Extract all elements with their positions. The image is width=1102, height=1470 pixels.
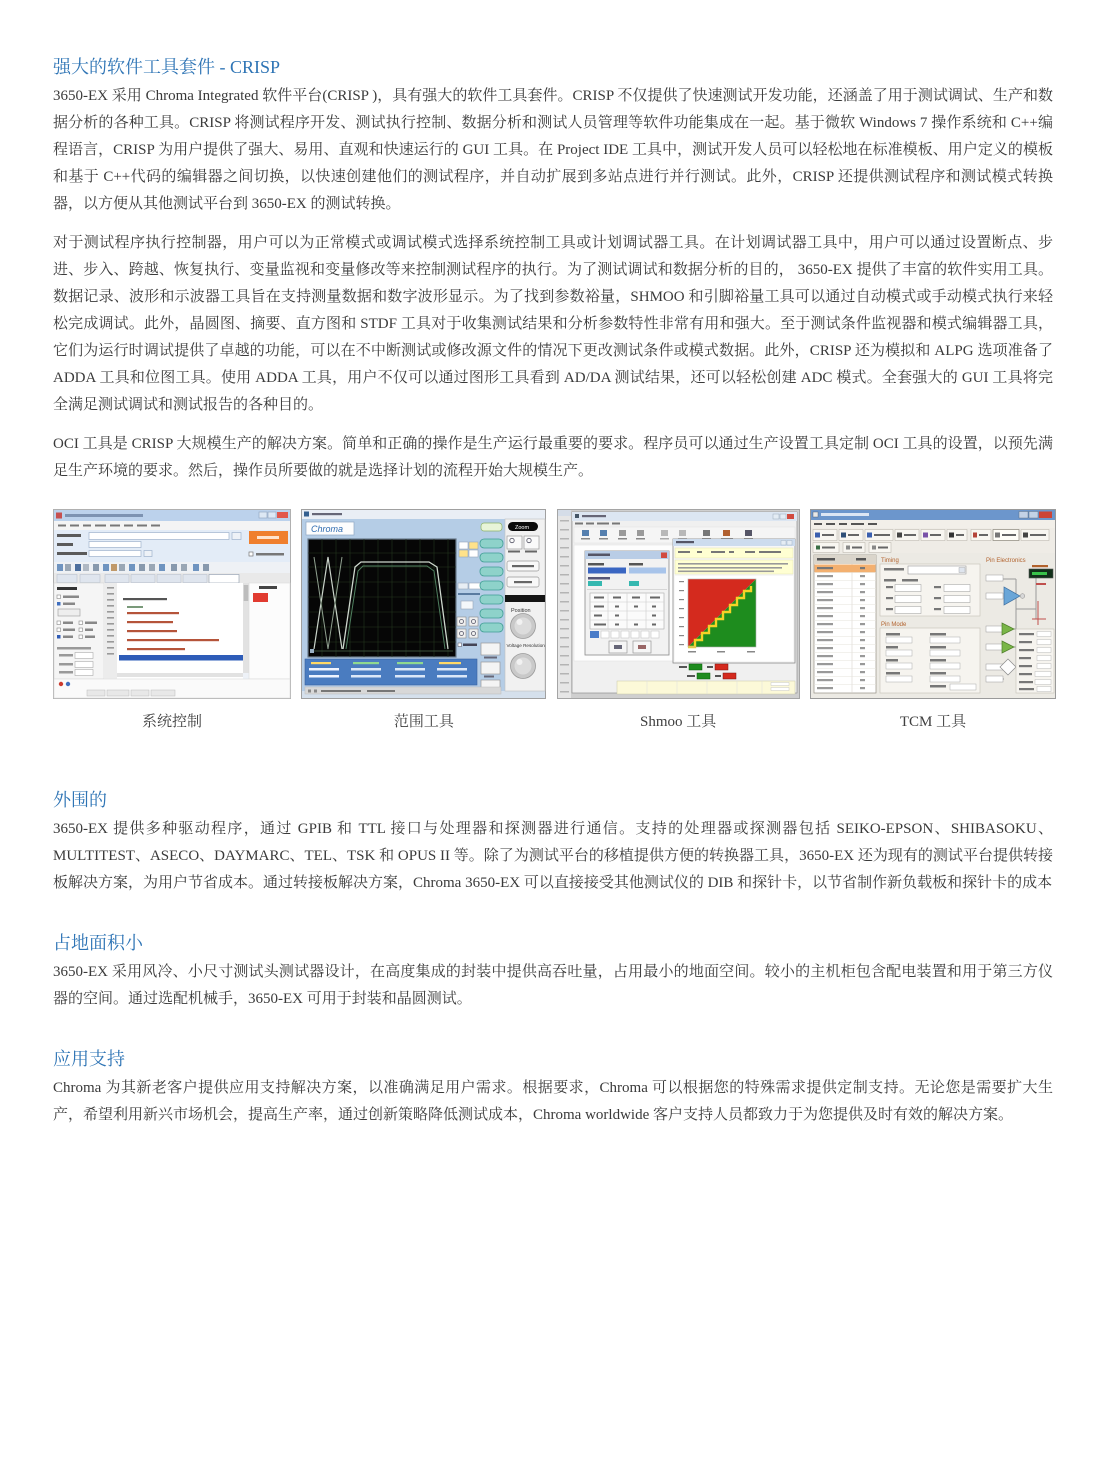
scope-app-window [301,509,546,699]
zoom-out-button [524,536,539,549]
paragraph-crisp-3: OCI 工具是 CRISP 大规模生产的解决方案。简单和正确的操作是生产运行最重要的要求。程序员可以通过生产设置工具定制 OCI 工具的设置，以预先满足生产环境的要求。然后，操作员所要做的就是选择计划的流程开始大规模生产。 [53,436,1053,479]
title-bar [302,510,545,519]
section-support [53,1047,1053,1129]
figure-tcm-tool [810,509,1056,732]
screenshot-scope-tool [301,509,546,699]
paragraph-peripheral: 3650-EX 提供多种驱动程序，通过 GPIB 和 TTL 接口与处理器和探测器进行通信。支持的处理器或探测器包括 SEIKO-EPSON、SHIBASOKU、MULTITEST、ASECO、DAYMARC、TEL、TSK 和 OPUS II 等。除了为测试平台的移植提供方便的转换器工具，3650-EX 还为现有的测试平台提供转接板解决方案，为用户节省成本。通过转接板解决方案，Chroma 3650-EX 可以直接接受其他测试仪的 DIB 和探针卡，以节省制作新负载板和探针卡的成本 [53,821,1053,891]
shmoo-app-window [557,509,800,699]
figure-scope-tool [301,509,546,732]
tab-strip [54,573,290,583]
left-list-strip [558,510,571,698]
system-control-app-window [53,509,291,699]
page-content [53,55,1053,1129]
toolbar [54,562,290,573]
status-bar [305,687,501,694]
timing-group [880,558,980,616]
close-icon [661,553,667,559]
section-footprint [53,931,1053,1013]
section-heading-peripheral: 外围的 [53,790,107,810]
measurement-fields [1016,629,1054,693]
result-panel [249,583,290,679]
scope-screen [308,539,456,657]
paragraph-crisp-1: 3650-EX 采用 Chroma Integrated 软件平台(CRISP )，具有强大的软件工具套件。CRISP 不仅提供了快速测试开发功能，还涵盖了用于测试调试、生产和数据分析的各种工具。CRISP 将测试程序开发、测试执行控制、数据分析和测试人员管理等软件功能集成在一起。基于微软 Windows 7 操作系统和 C++编程语言，CRISP 为用户提供了强大、易用、直观和快速运行的 GUI 工具。在 Project IDE 工具中，测试开发人员可以轻松地在标准模板、用户定义的模板和基于 C++代码的编辑器之间切换，以快速创建他们的测试程序，并自动扩展到多站点进行并行测试。此外，CRISP 还提供测试程序和测试模式转换器，以方便从其他测试平台到 3650-EX 的测试转换。 [53,88,1053,212]
figure-system-control [53,509,291,732]
svg-text:Chroma: Chroma [311,524,344,534]
zoom-in-button [507,536,522,549]
selected-code-line [119,655,243,661]
bottom-grid [617,681,795,694]
position-knob [511,614,536,639]
screenshot-shmoo-tool [557,509,800,699]
menu-bar [811,520,1055,528]
tcm-app-window [810,509,1056,699]
section-heading-support: 应用支持 [53,1049,125,1069]
binning-stop-checkbox [249,552,253,556]
section-heading-crisp: 强大的软件工具套件 - CRISP [53,57,281,77]
toolbar [811,528,1055,541]
svg-text:Pin Mode: Pin Mode [880,622,907,628]
pin-mode-group [880,622,980,693]
svg-text:Pin Electronics: Pin Electronics [985,558,1026,564]
measurement-bar [305,659,477,685]
pin-table [814,555,876,693]
paragraph-support: Chroma 为其新老客户提供应用支持解决方案，以准确满足用户需求。根据要求，Chroma 可以根据您的特殊需求提供定制支持。无论您是需要扩大生产，希望利用新兴市场机会，提高生产率，通过创新策略降低测试成本，Chroma worldwide 客户支持人员都致力于为您提供及时有效的解决方案。 [53,1080,1053,1123]
shmoo-window [673,539,795,663]
setting-dialog [585,551,669,655]
voltage-resolution-knob [511,654,536,679]
program-form [54,530,290,562]
svg-text:Zoom: Zoom [515,525,530,531]
svg-text:Voltage Resolution: Voltage Resolution [506,643,546,648]
section-peripheral [53,788,1053,897]
figure-shmoo-tool [557,509,800,732]
zoom-panel [505,519,545,691]
screenshot-caption: TCM 工具 [899,714,967,730]
close-icon [1039,512,1052,519]
shmoo-plot [688,579,756,647]
chroma-logo [306,522,354,535]
title-bar [811,510,1055,520]
toolbar-secondary [811,541,1055,553]
screenshot-caption: 系统控制 [141,714,202,730]
screenshot-tcm-tool [810,509,1056,699]
fail-badge [253,593,268,602]
section-heading-footprint: 占地面积小 [53,933,143,953]
code-editor [104,583,249,679]
svg-text:Timing: Timing [880,558,899,564]
active-tab [209,575,239,584]
menu-bar [54,521,290,530]
close-icon [787,514,794,519]
message-panel [54,679,290,698]
settings-panel [54,583,104,679]
screenshot-gallery [53,509,1056,732]
paragraph-crisp-2: 对于测试程序执行控制器，用户可以为正常模式或调试模式选择系统控制工具或计划调试器工具。在计划调试器工具中，用户可以通过设置断点、步进、步入、跨越、恢复执行、变量监视和变量修改等来控制测试程序的执行。为了测试调试和数据分析的目的， 3650-EX 提供了丰富的软件实用工具。数据记录、波形和示波器工具旨在支持测量数据和数字波形显示。为了找到参数裕量，SHMOO 和引脚裕量工具可以通过自动模式或手动模式执行来轻松完成调试。此外，晶圆图、摘要、直方图和 STDF 工具对于收集测试结果和分析参数特性非常有用和强大。至于测试条件监视器和模式编辑器工具，它们为运行时调试提供了卓越的功能，可以在不中断测试或修改源文件的情况下更改测试条件或模式数据。此外，CRISP 还为模拟和 ALPG 选项准备了 ADDA 工具和位图工具。使用 ADDA 工具，用户不仅可以通过图形工具看到 AD/DA 测试结果，还可以轻松创建 ADC 模式。全套强大的 GUI 工具将完全满足测试调试和测试报告的各种目的。 [53,235,1053,413]
paragraph-footprint: 3650-EX 采用风冷、小尺寸测试头测试器设计，在高度集成的封装中提供高吞吐量，占用最小的地面空间。较小的主机柜包含配电装置和用于第三方仪器的空间。通过选配机械手，3650-EX 可用于封装和晶圆测试。 [53,964,1053,1007]
screenshot-caption: Shmoo 工具 [640,714,717,730]
title-bar [54,510,290,521]
close-icon [277,512,288,518]
svg-text:Position: Position [511,608,531,614]
screenshot-system-control [53,509,291,699]
screenshot-caption: 范围工具 [393,714,454,730]
